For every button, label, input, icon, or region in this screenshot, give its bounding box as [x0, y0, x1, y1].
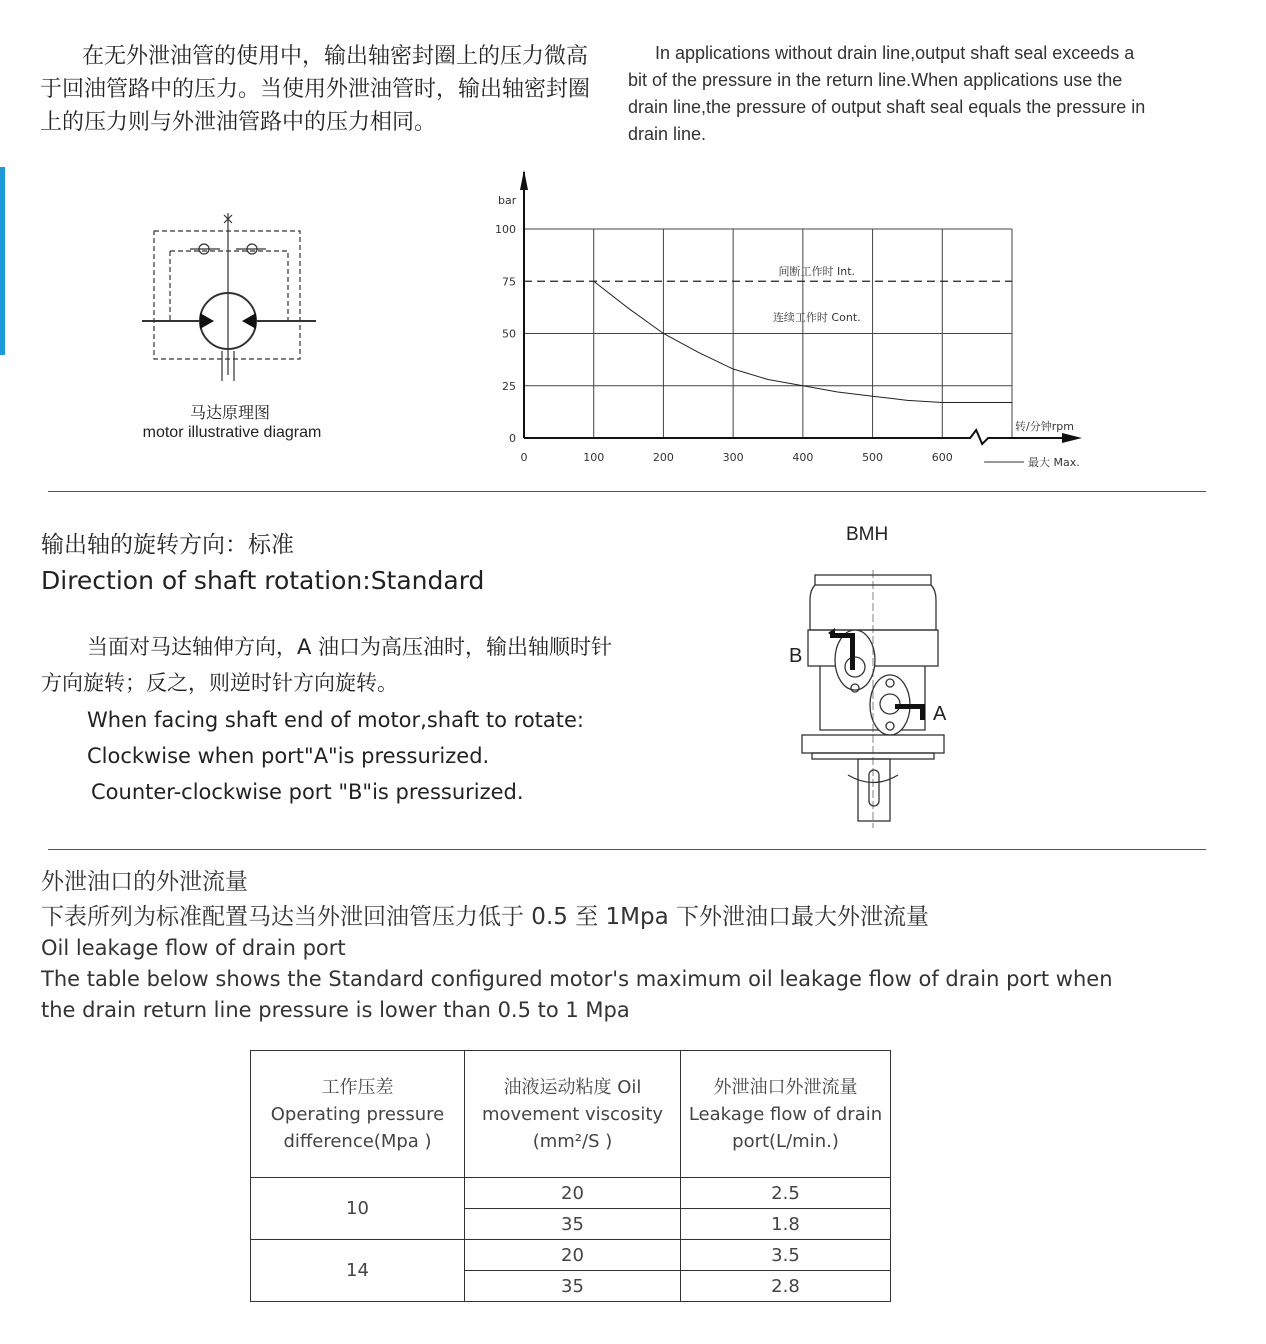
header-viscosity: 油液运动粘度 Oil movement viscosity (mm²/S ) [465, 1051, 681, 1178]
rotation-title-en: Direction of shaft rotation:Standard [41, 566, 485, 595]
y-tick-label: 0 [509, 432, 516, 445]
pressure-speed-chart [480, 160, 1100, 480]
motor-schematic [130, 205, 330, 385]
header-flow: 外泄油口外泄流量 Leakage flow of drain port(L/min.) [681, 1051, 891, 1178]
accent-bar [0, 167, 5, 355]
pressure-cell: 10 [251, 1178, 465, 1240]
x-tick-label: 0 [520, 451, 528, 464]
y-tick-label: 25 [502, 379, 516, 393]
leakage-title-en: Oil leakage flow of drain port [41, 936, 346, 960]
leakage-desc-zh: 下表所列为标准配置马达当外泄回油管压力低于 0.5 至 1Mpa 下外泄油口最大外泄流量 [41, 904, 929, 930]
series-label: 连续工作时 Cont. [772, 310, 861, 324]
y-tick-label: 50 [502, 327, 516, 341]
table-header-row [251, 1051, 891, 1178]
x-tick-label: 200 [652, 451, 674, 464]
motor-drawing [800, 570, 950, 830]
y-axis-arrow [520, 170, 528, 190]
leakage-table [250, 1050, 891, 1302]
intro-zh: 在无外泄油管的使用中，输出轴密封圈上的压力微高于回油管路中的压力。当使用外泄油管时，输出轴密封圈上的压力则与外泄油管路中的压力相同。 [40, 44, 591, 135]
leakage-desc-en-1: The table below shows the Standard configured motor's maximum oil leakage flow of drain port when [41, 967, 1113, 991]
x-tick-label: 500 [862, 451, 884, 464]
leakage-desc-en-2: the drain return line pressure is lower than 0.5 to 1 Mpa [41, 998, 630, 1022]
rotation-text-en-2: Clockwise when port"A"is pressurized. [87, 744, 490, 768]
pressure-cell: 14 [251, 1240, 465, 1302]
flow-cell: 2.5 [681, 1178, 891, 1209]
viscosity-cell: 35 [465, 1271, 681, 1302]
divider [48, 491, 1206, 492]
rotation-title-zh: 输出轴的旋转方向：标准 [41, 532, 294, 558]
table-row [251, 1178, 891, 1209]
series-label: 间断工作时 Int. [778, 264, 856, 278]
viscosity-cell: 35 [465, 1209, 681, 1240]
flow-cell: 2.8 [681, 1271, 891, 1302]
viscosity-cell: 20 [465, 1178, 681, 1209]
table-row [251, 1240, 891, 1271]
rotation-text-en-1: When facing shaft end of motor,shaft to rotate: [87, 708, 584, 732]
flow-cell: 1.8 [681, 1209, 891, 1240]
rotation-text-zh-1: 当面对马达轴伸方向，A 油口为高压油时，输出轴顺时针 [87, 635, 613, 659]
rotation-text-en-3: Counter-clockwise port "B"is pressurized. [91, 780, 524, 804]
x-tick-label: 600 [931, 451, 953, 464]
x-axis-label: 转/分钟rpm [1015, 420, 1074, 433]
y-tick-label: 75 [502, 275, 516, 289]
diagram-label-en: motor illustrative diagram [142, 424, 322, 441]
header-pressure: 工作压差 Operating pressure difference(Mpa ) [251, 1051, 465, 1178]
y-axis-label: bar [498, 194, 517, 207]
y-tick-label: 100 [495, 223, 516, 236]
viscosity-cell: 20 [465, 1240, 681, 1271]
diagram-label-zh: 马达原理图 [189, 403, 270, 422]
port-a-label: A [933, 703, 947, 725]
motor-model-label: BMH [846, 524, 889, 545]
port-b-label: B [789, 645, 803, 667]
flow-cell: 3.5 [681, 1240, 891, 1271]
leakage-title-zh: 外泄油口的外泄流量 [41, 869, 248, 895]
x-axis [524, 430, 1072, 444]
x-axis-arrow [1062, 433, 1082, 443]
x-tick-label: 400 [792, 451, 814, 464]
rotation-text-zh-2: 方向旋转；反之，则逆时针方向旋转。 [41, 671, 398, 695]
x-tick-label: 300 [722, 451, 744, 464]
intro-en: In applications without drain line,output shaft seal exceeds a bit of the pressure in the return line.When applications use the drain line,the pressure of output shaft seal equals the pressure in drain line. [628, 43, 1146, 144]
divider [48, 849, 1206, 850]
x-tick-label: 100 [583, 451, 605, 464]
max-label: 最大 Max. [1028, 456, 1080, 469]
